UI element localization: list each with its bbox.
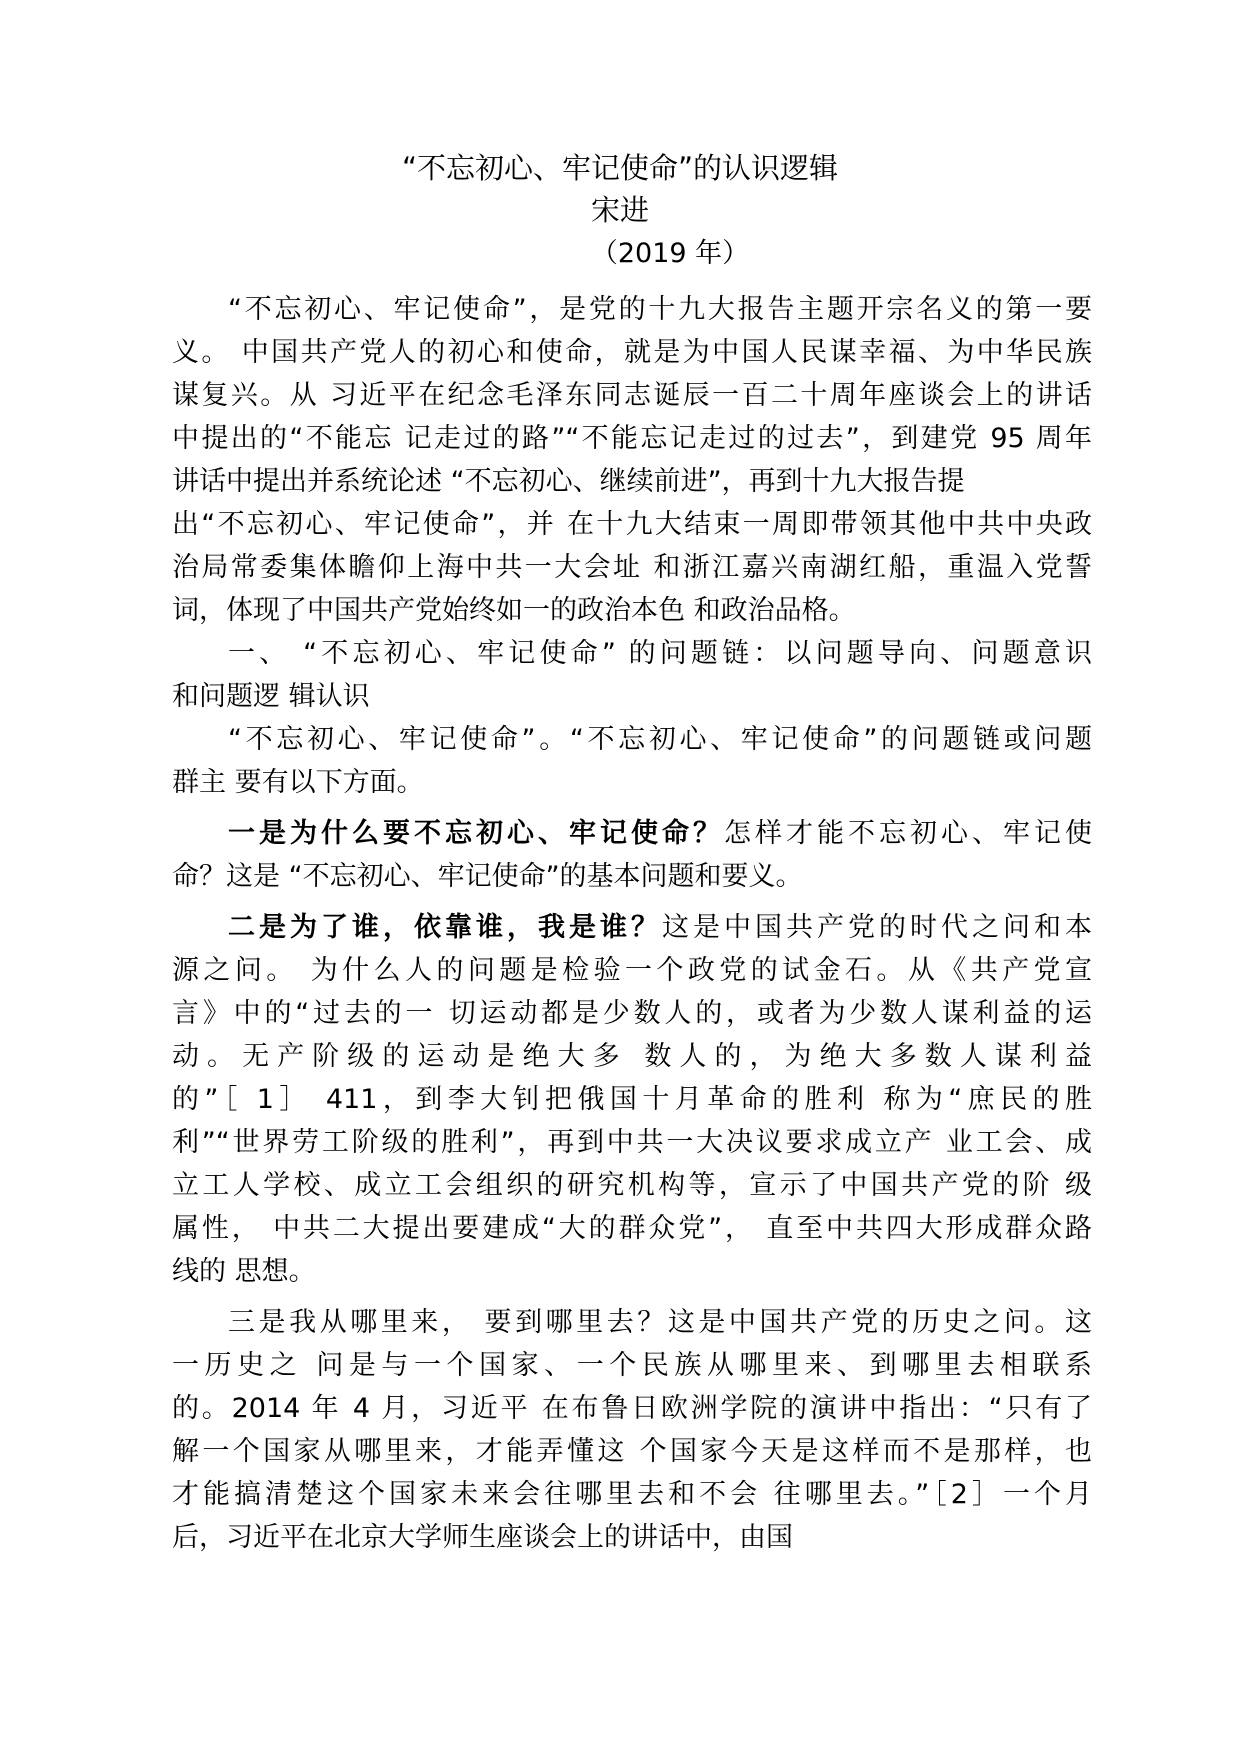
text-line: 线的 思想。 [172, 1256, 316, 1287]
text-line: 源之问。 为什么人的问题是检验一个政党的试金石。从《共产党宣 [172, 955, 1092, 986]
text-line: 的。2014 年 4 月，习近平 在布鲁日欧洲学院的演讲中指出：“只有了 [172, 1393, 1092, 1424]
text-line [172, 906, 1092, 949]
text-line: 后，习近平在北京大学师生座谈会上的讲话中，由国 [172, 1522, 793, 1553]
text-line: 词，体现了中国共产党始终如一的政治本色 和政治品格。 [172, 595, 856, 626]
document-body [172, 288, 1092, 1559]
document-year: （2019 年） [590, 238, 750, 269]
paragraph-question-one [172, 812, 1092, 898]
text-line: 讲话中提出并系统论述 “不忘初心、继续前进”，再到十九大报告提 [172, 466, 965, 497]
text-line: 才能搞清楚这个国家未来会往哪里去和不会 往哪里去。”［2］一个月 [172, 1479, 1092, 1510]
text-line: 属性， 中共二大提出要建成“大的群众党”， 直至中共四大形成群众路 [172, 1213, 1092, 1244]
paragraph-question-three [172, 1301, 1092, 1559]
text-line: 三是我从哪里来， 要到哪里去？这是中国共产党的历史之问。这 [228, 1307, 1092, 1338]
text-line: 一历史之 问是与一个国家、一个民族从哪里来、到哪里去相联系 [172, 1350, 1092, 1381]
text-line: 解一个国家从哪里来，才能弄懂这 个国家今天是这样而不是那样，也 [172, 1436, 1092, 1467]
text-line: 的”［ 1］ 411，到李大钊把俄国十月革命的胜利 称为“庶民的胜 [172, 1084, 1092, 1115]
text-line: 命？这是 “不忘初心、牢记使命”的基本问题和要义。 [172, 861, 803, 892]
text-line [172, 812, 1092, 855]
text-line: “不忘初心、牢记使命”，是党的十九大报告主题开宗名义的第一要 [228, 294, 1092, 325]
paragraph-question-two [172, 906, 1092, 1293]
text-line: “不忘初心、牢记使命”。“不忘初心、牢记使命”的问题链或问题 [228, 724, 1092, 755]
text-line: 治局常委集体瞻仰上海中共一大会址 和浙江嘉兴南湖红船，重温入党誓 [172, 552, 1092, 583]
text-line: 言》中的“过去的一 切运动都是少数人的，或者为少数人谋利益的运 [172, 998, 1092, 1029]
bold-lead: 一是为什么要不忘初心、牢记使命？ [228, 818, 724, 849]
text-line: 和问题逻 辑认识 [172, 681, 370, 712]
text-line: 中提出的“不能忘 记走过的路”“不能忘记走过的过去”，到建党 95 周年 [172, 423, 1092, 454]
document-author: 宋进 [590, 193, 649, 227]
text-line: 谋复兴。从 习近平在纪念毛泽东同志诞辰一百二十周年座谈会上的讲话 [172, 380, 1092, 411]
line-rest: 这是中国共产党的时代之问和本 [662, 912, 1092, 943]
paragraph-intro [172, 288, 1092, 632]
text-line: 义。 中国共产党人的初心和使命，就是为中国人民谋幸福、为中华民族 [172, 337, 1092, 368]
document-title: “不忘初心、牢记使命”的认识逻辑 [401, 151, 839, 185]
text-line: 动。无产阶级的运动是绝大多 数人的，为绝大多数人谋利益 [172, 1041, 1092, 1072]
paragraph-question-chain [172, 718, 1092, 804]
text-line: 群主 要有以下方面。 [172, 767, 424, 798]
text-line: 立工人学校、成立工会组织的研究机构等，宣示了中国共产党的阶 级 [172, 1170, 1092, 1201]
text-line: 利”“世界劳工阶级的胜利”，再到中共一大决议要求成立产 业工会、成 [172, 1127, 1092, 1158]
text-line: 出“不忘初心、牢记使命”，并 在十九大结束一周即带领其他中共中央政 [172, 509, 1092, 540]
text-line: 一、 “不忘初心、牢记使命” 的问题链：以问题导向、问题意识 [228, 638, 1092, 669]
section-heading-one [172, 632, 1092, 718]
line-rest: 怎样才能不忘初心、牢记使 [724, 818, 1092, 849]
bold-lead: 二是为了谁，依靠谁，我是谁？ [228, 912, 662, 943]
